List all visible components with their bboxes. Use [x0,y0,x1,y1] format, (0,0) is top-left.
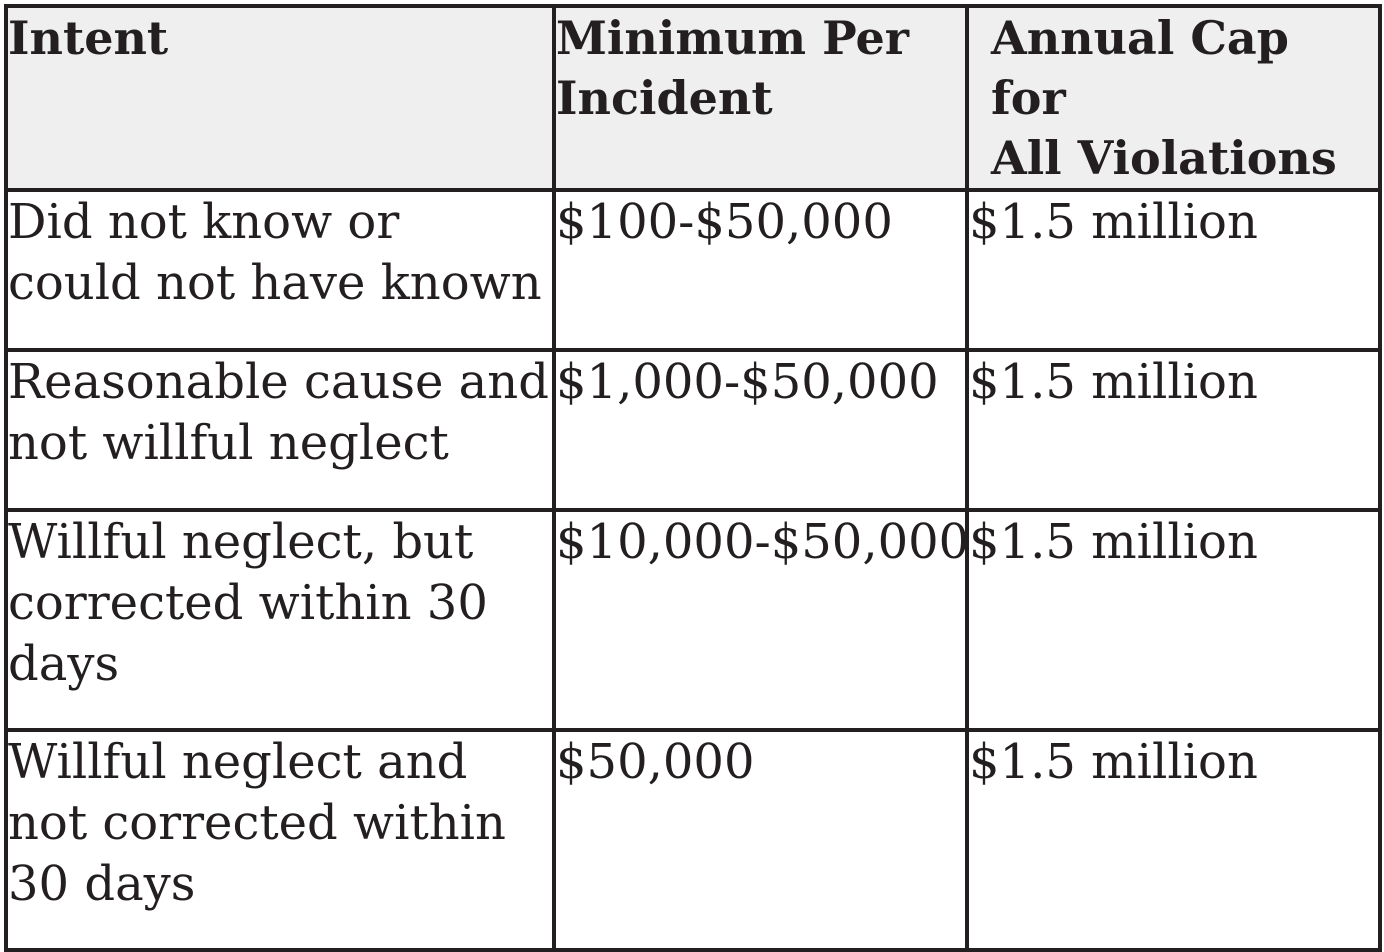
minimum-cell: $50,000 [554,730,967,950]
minimum-cell: $1,000-$50,000 [554,350,967,510]
intent-cell: Did not know or could not have known [6,190,554,350]
header-minimum-per-incident: Minimum Per Incident [554,6,967,190]
cap-cell: $1.5 million [967,510,1380,730]
table-row [6,190,1380,350]
minimum-cell: $100-$50,000 [554,190,967,350]
intent-cell: Willful neglect, but corrected within 30 days [6,510,554,730]
penalty-table [4,4,1382,952]
cap-cell: $1.5 million [967,350,1380,510]
header-intent: Intent [6,6,554,190]
intent-cell: Willful neglect and not corrected within 30 days [6,730,554,950]
intent-cell: Reasonable cause and not willful neglect [6,350,554,510]
table-row [6,350,1380,510]
table-header-row [6,6,1380,190]
minimum-cell: $10,000-$50,000 [554,510,967,730]
table-row [6,730,1380,950]
table-row [6,510,1380,730]
cap-cell: $1.5 million [967,730,1380,950]
cap-cell: $1.5 million [967,190,1380,350]
header-annual-cap: Annual Cap for All Violations [967,6,1380,190]
